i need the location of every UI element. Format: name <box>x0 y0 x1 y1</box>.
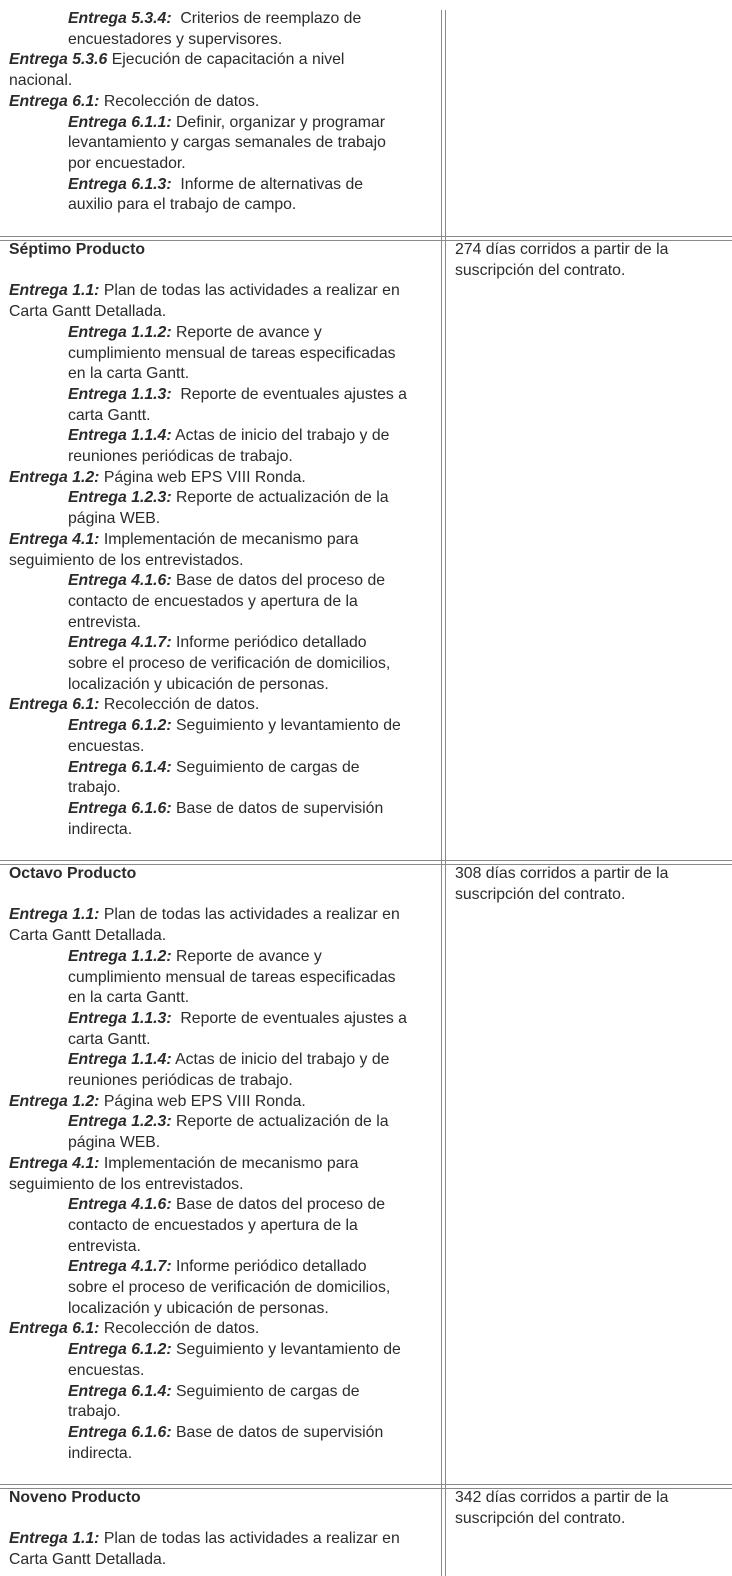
deliverable-line <box>9 1009 437 1030</box>
deliverable-text: Implementación de mecanismo para <box>99 1154 359 1172</box>
deliverable-text: Criterios de reemplazo de <box>171 10 362 27</box>
deliverable-line <box>9 592 437 613</box>
deliverable-text: Base de datos del proceso de <box>171 572 386 590</box>
deliverable-code: Entrega 4.1: <box>9 1154 100 1172</box>
deliverable-text: página WEB. <box>68 510 161 528</box>
deliverable-text: Informe periódico detallado <box>171 1258 367 1276</box>
deliverable-text: Base de datos del proceso de <box>171 1196 386 1214</box>
deliverable-text: Página web EPS VIII Ronda. <box>99 468 306 486</box>
deliverable-text: trabajo. <box>68 1403 121 1421</box>
deliverable-text: Base de datos de supervisión <box>171 799 384 817</box>
deliverable-text: nacional. <box>9 72 73 90</box>
deliverables-cell <box>9 9 437 216</box>
deliverable-line <box>9 926 437 947</box>
deliverable-code: Entrega 1.1.3: <box>68 1009 172 1027</box>
deliverable-line <box>9 654 437 675</box>
deliverable-code: Entrega 6.1: <box>9 696 100 714</box>
deliverable-text: carta Gantt. <box>68 406 151 424</box>
product-title: Octavo Producto <box>9 865 137 882</box>
deliverable-line <box>9 385 437 406</box>
deliverable-line <box>9 1112 437 1133</box>
row-divider-top <box>0 236 732 237</box>
deliverable-line <box>9 302 437 323</box>
deliverable-text: entrevista. <box>68 613 141 631</box>
deliverable-line <box>9 447 437 468</box>
deliverable-text: Definir, organizar y programar <box>171 113 385 131</box>
deadline-cell <box>455 1488 727 1529</box>
deliverable-text: contacto de encuestados y apertura de la <box>68 592 358 610</box>
deliverable-line <box>9 1444 437 1465</box>
deliverable-text: seguimiento de los entrevistados. <box>9 551 244 569</box>
deliverable-line <box>9 1299 437 1320</box>
deliverable-text: Seguimiento de cargas de <box>171 1382 360 1400</box>
deliverable-text: en la carta Gantt. <box>68 989 190 1007</box>
deliverable-line <box>9 488 437 509</box>
deliverable-line <box>9 113 437 134</box>
deliverable-text: Reporte de eventuales ajustes a <box>171 385 407 403</box>
deliverable-text: Carta Gantt Detallada. <box>9 927 167 945</box>
deliverable-text: Reporte de actualización de la <box>171 1113 389 1131</box>
deliverable-line <box>9 1340 437 1361</box>
deliverable-code: Entrega 1.1.4: <box>68 427 172 445</box>
deliverable-text: indirecta. <box>68 820 133 838</box>
deliverable-line <box>9 406 437 427</box>
deliverable-text: carta Gantt. <box>68 1030 151 1048</box>
deliverable-line <box>9 195 437 216</box>
column-divider-right <box>445 10 446 1576</box>
spacer <box>9 885 437 906</box>
deliverable-line <box>9 1154 437 1175</box>
product-title: Séptimo Producto <box>9 241 146 258</box>
deliverables-list <box>9 281 437 840</box>
deliverable-line <box>9 1257 437 1278</box>
deliverable-text: cumplimiento mensual de tareas especificadas <box>68 344 396 362</box>
deliverable-text: indirecta. <box>68 1444 133 1462</box>
deliverable-text: Carta Gantt Detallada. <box>9 303 167 321</box>
deliverable-line <box>9 1402 437 1423</box>
column-divider-left <box>441 10 442 1576</box>
deliverable-line <box>9 1278 437 1299</box>
deliverable-text: Base de datos de supervisión <box>171 1423 384 1441</box>
deliverable-line <box>9 1237 437 1258</box>
deliverable-line <box>9 1216 437 1237</box>
deliverable-code: Entrega 6.1.4: <box>68 1382 172 1400</box>
deliverable-line <box>9 175 437 196</box>
deliverable-line <box>9 571 437 592</box>
deliverable-text: localización y ubicación de personas. <box>68 1299 329 1317</box>
deliverable-text: página WEB. <box>68 1134 161 1152</box>
deliverable-code: Entrega 6.1.1: <box>68 113 172 131</box>
deliverable-line <box>9 695 437 716</box>
deadline-text: 308 días corridos a partir de la <box>455 865 669 882</box>
deliverable-text: Informe de alternativas de <box>171 175 364 193</box>
deliverable-text: Carta Gantt Detallada. <box>9 1551 167 1569</box>
deliverable-text: Recolección de datos. <box>99 1320 260 1338</box>
deadline-cell <box>455 240 727 281</box>
deliverable-line <box>9 1030 437 1051</box>
deliverable-text: en la carta Gantt. <box>68 365 190 383</box>
deliverable-text: Plan de todas las actividades a realizar en <box>99 906 400 924</box>
deliverable-code: Entrega 6.1: <box>9 92 100 110</box>
spacer <box>9 1509 437 1530</box>
row-divider-top <box>0 1484 732 1485</box>
deliverable-line <box>9 9 437 30</box>
deliverable-line <box>9 675 437 696</box>
spacer <box>9 261 437 282</box>
deliverable-line <box>9 133 437 154</box>
deliverable-code: Entrega 6.1.6: <box>68 799 172 817</box>
deliverable-line <box>9 530 437 551</box>
deliverable-text: Reporte de avance y <box>171 323 322 341</box>
deliverable-line <box>9 613 437 634</box>
deliverable-line <box>9 905 437 926</box>
deliverable-text: levantamiento y cargas semanales de trabajo <box>68 134 386 152</box>
deliverable-line <box>9 71 437 92</box>
deliverable-code: Entrega 6.1.4: <box>68 758 172 776</box>
deadline-text: suscripción del contrato. <box>455 261 626 279</box>
deliverable-line <box>9 30 437 51</box>
deliverable-line <box>9 799 437 820</box>
deliverable-code: Entrega 1.1.2: <box>68 947 172 965</box>
deliverable-code: Entrega 6.1.2: <box>68 1341 172 1359</box>
deliverable-text: Página web EPS VIII Ronda. <box>99 1092 306 1110</box>
deliverable-text: reuniones periódicas de trabajo. <box>68 448 293 466</box>
deliverable-line <box>9 364 437 385</box>
deliverable-line <box>9 1092 437 1113</box>
deliverable-line <box>9 716 437 737</box>
deliverable-text: Implementación de mecanismo para <box>99 530 359 548</box>
deliverable-code: Entrega 4.1.7: <box>68 634 172 652</box>
deliverable-code: Entrega 6.1: <box>9 1320 100 1338</box>
deliverable-line <box>9 778 437 799</box>
deliverable-line <box>9 50 437 71</box>
deliverable-text: reuniones periódicas de trabajo. <box>68 1072 293 1090</box>
deliverable-line <box>9 281 437 302</box>
deliverable-text: Ejecución de capacitación a nivel <box>107 51 345 69</box>
deliverable-text: sobre el proceso de verificación de domicilios, <box>68 1279 391 1297</box>
deliverable-text: Plan de todas las actividades a realizar en <box>99 1530 400 1548</box>
deliverable-line <box>9 737 437 758</box>
deliverable-code: Entrega 4.1.6: <box>68 1196 172 1214</box>
deliverables-cell <box>9 864 437 1464</box>
deliverable-text: Actas de inicio del trabajo y de <box>171 1051 390 1069</box>
deliverable-text: Actas de inicio del trabajo y de <box>171 427 390 445</box>
deliverable-line <box>9 426 437 447</box>
deadline-text: 274 días corridos a partir de la <box>455 241 669 258</box>
deliverable-line <box>9 551 437 572</box>
deliverable-text: Recolección de datos. <box>99 696 260 714</box>
deliverable-line <box>9 154 437 175</box>
deliverable-code: Entrega 5.3.4: <box>68 10 172 27</box>
deliverable-line <box>9 1133 437 1154</box>
deliverable-code: Entrega 1.1.3: <box>68 385 172 403</box>
deliverable-line <box>9 1382 437 1403</box>
deliverable-code: Entrega 1.2.3: <box>68 489 172 507</box>
deliverable-code: Entrega 5.3.6 <box>9 51 108 69</box>
deliverables-cell <box>9 1488 437 1571</box>
deliverable-text: por encuestador. <box>68 154 186 172</box>
deliverable-text: Plan de todas las actividades a realizar en <box>99 282 400 300</box>
deliverable-text: encuestas. <box>68 1361 145 1379</box>
deliverable-code: Entrega 1.1: <box>9 1530 100 1548</box>
deliverables-list <box>9 1529 437 1570</box>
deliverable-line <box>9 344 437 365</box>
deliverable-code: Entrega 4.1.6: <box>68 572 172 590</box>
deliverable-line <box>9 1529 437 1550</box>
deliverable-text: Reporte de actualización de la <box>171 489 389 507</box>
deliverable-text: cumplimiento mensual de tareas especificadas <box>68 968 396 986</box>
deliverable-code: Entrega 6.1.6: <box>68 1423 172 1441</box>
deliverable-code: Entrega 1.1: <box>9 906 100 924</box>
deliverable-line <box>9 820 437 841</box>
deadline-text: 342 días corridos a partir de la <box>455 1489 669 1506</box>
deliverable-text: entrevista. <box>68 1237 141 1255</box>
deliverable-line <box>9 1319 437 1340</box>
deliverable-text: Seguimiento de cargas de <box>171 758 360 776</box>
deliverable-text: encuestadores y supervisores. <box>68 30 283 48</box>
deliverable-line <box>9 1175 437 1196</box>
deliverables-list <box>9 905 437 1464</box>
deliverable-text: trabajo. <box>68 779 121 797</box>
deadline-text: suscripción del contrato. <box>455 885 626 903</box>
deliverable-line <box>9 1050 437 1071</box>
deliverable-code: Entrega 1.2.3: <box>68 1113 172 1131</box>
row-divider-top <box>0 860 732 861</box>
deadline-cell <box>455 864 727 905</box>
deliverable-line <box>9 988 437 1009</box>
deliverable-text: Seguimiento y levantamiento de <box>171 717 401 735</box>
deliverable-line <box>9 509 437 530</box>
deliverable-text: Reporte de eventuales ajustes a <box>171 1009 407 1027</box>
deliverable-text: seguimiento de los entrevistados. <box>9 1175 244 1193</box>
deliverable-line <box>9 1195 437 1216</box>
deliverable-code: Entrega 1.1: <box>9 282 100 300</box>
deliverable-text: Reporte de avance y <box>171 947 322 965</box>
deliverable-line <box>9 323 437 344</box>
deliverable-text: auxilio para el trabajo de campo. <box>68 196 297 214</box>
deliverable-text: Recolección de datos. <box>99 92 260 110</box>
deliverable-line <box>9 1071 437 1092</box>
deliverable-text: contacto de encuestados y apertura de la <box>68 1216 358 1234</box>
deliverable-line <box>9 758 437 779</box>
deliverable-text: localización y ubicación de personas. <box>68 675 329 693</box>
deliverable-line <box>9 1550 437 1571</box>
deliverable-text: sobre el proceso de verificación de domicilios, <box>68 655 391 673</box>
deliverable-code: Entrega 4.1: <box>9 530 100 548</box>
deliverables-cell <box>9 240 437 840</box>
deliverable-line <box>9 1423 437 1444</box>
deliverable-line <box>9 468 437 489</box>
deliverable-text: Seguimiento y levantamiento de <box>171 1341 401 1359</box>
product-title: Noveno Producto <box>9 1489 141 1506</box>
deliverable-line <box>9 1361 437 1382</box>
deadline-text: suscripción del contrato. <box>455 1509 626 1527</box>
deliverable-line <box>9 92 437 113</box>
deliverable-code: Entrega 6.1.3: <box>68 175 172 193</box>
deliverable-code: Entrega 1.2: <box>9 1092 100 1110</box>
deliverable-line <box>9 968 437 989</box>
deliverable-text: encuestas. <box>68 737 145 755</box>
deliverables-list <box>9 9 437 216</box>
deliverable-code: Entrega 1.2: <box>9 468 100 486</box>
deliverable-line <box>9 633 437 654</box>
deliverable-code: Entrega 1.1.2: <box>68 323 172 341</box>
deliverable-code: Entrega 1.1.4: <box>68 1051 172 1069</box>
deliverable-text: Informe periódico detallado <box>171 634 367 652</box>
deliverable-code: Entrega 4.1.7: <box>68 1258 172 1276</box>
deliverable-line <box>9 947 437 968</box>
deliverable-code: Entrega 6.1.2: <box>68 717 172 735</box>
